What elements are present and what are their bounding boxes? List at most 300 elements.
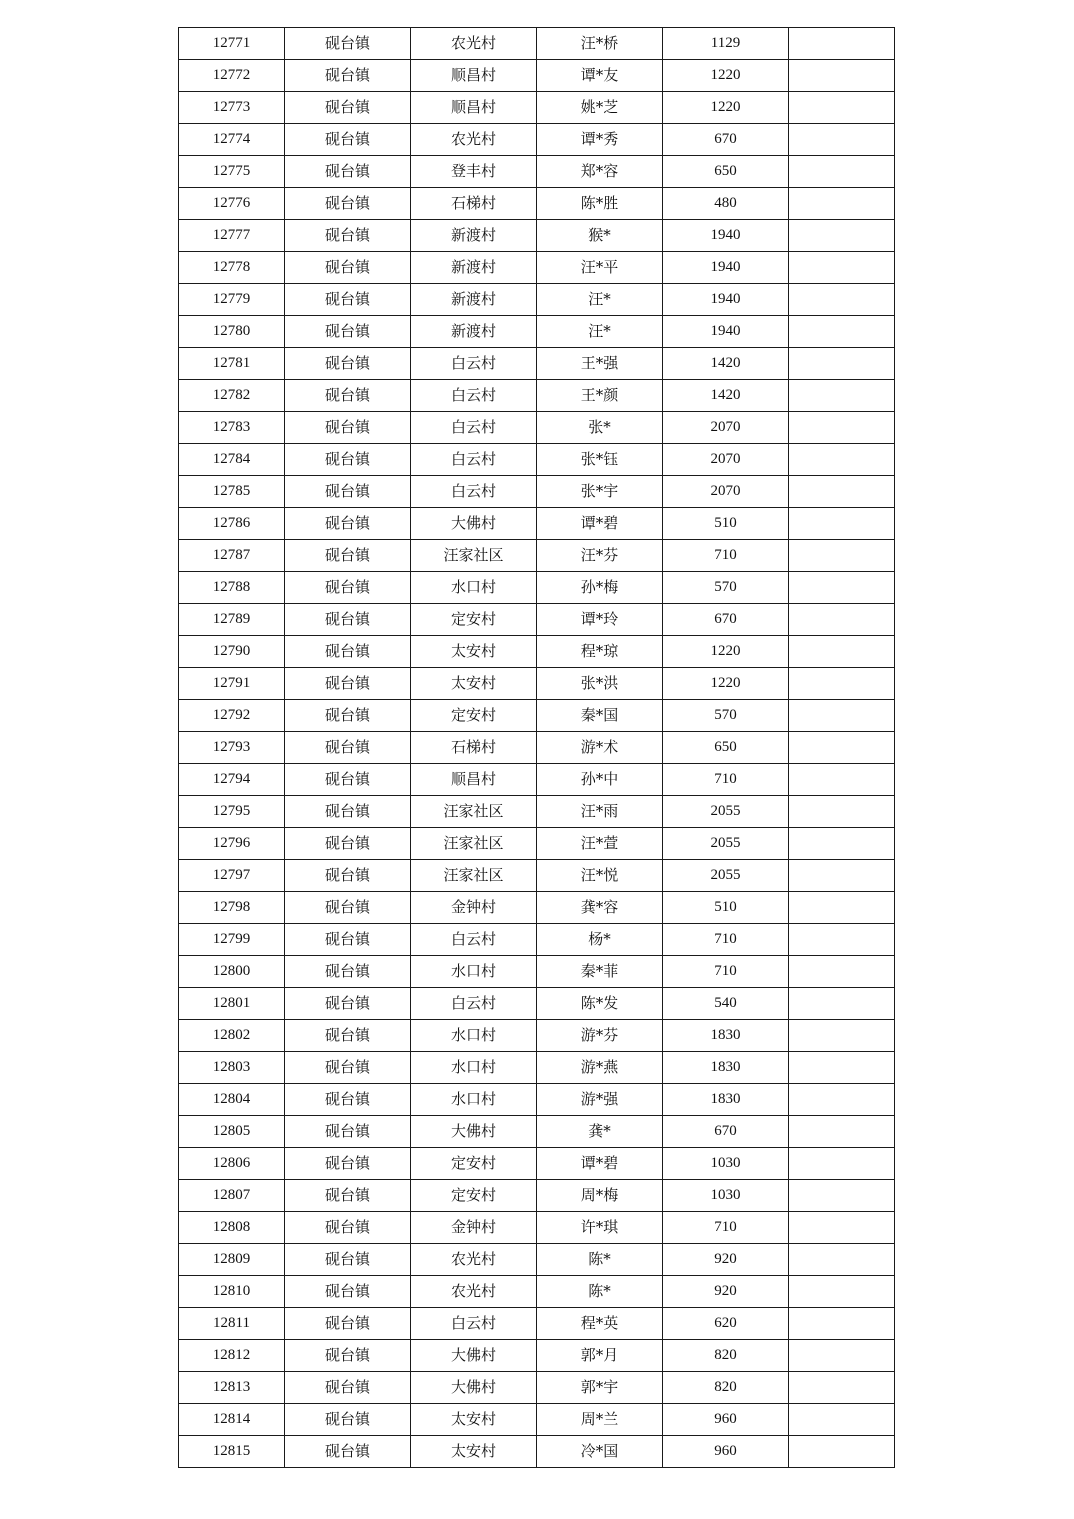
remark-cell [789, 956, 895, 988]
town-cell: 砚台镇 [285, 476, 411, 508]
amount-cell: 1940 [663, 220, 789, 252]
village-cell: 水口村 [411, 1084, 537, 1116]
town-cell: 砚台镇 [285, 60, 411, 92]
name-cell: 谭*友 [537, 60, 663, 92]
town-cell: 砚台镇 [285, 508, 411, 540]
remark-cell [789, 700, 895, 732]
name-cell: 郑*容 [537, 156, 663, 188]
village-cell: 白云村 [411, 924, 537, 956]
remark-cell [789, 380, 895, 412]
town-cell: 砚台镇 [285, 28, 411, 60]
remark-cell [789, 1084, 895, 1116]
amount-cell: 540 [663, 988, 789, 1020]
serial-number-cell: 12813 [179, 1372, 285, 1404]
amount-cell: 710 [663, 924, 789, 956]
village-cell: 定安村 [411, 700, 537, 732]
table-row [179, 1084, 895, 1116]
amount-cell: 1420 [663, 380, 789, 412]
name-cell: 冷*国 [537, 1436, 663, 1468]
name-cell: 姚*芝 [537, 92, 663, 124]
village-cell: 白云村 [411, 988, 537, 1020]
remark-cell [789, 156, 895, 188]
town-cell: 砚台镇 [285, 380, 411, 412]
name-cell: 程*英 [537, 1308, 663, 1340]
village-cell: 太安村 [411, 668, 537, 700]
table-row [179, 1372, 895, 1404]
table-row [179, 796, 895, 828]
amount-cell: 1129 [663, 28, 789, 60]
village-cell: 水口村 [411, 1020, 537, 1052]
remark-cell [789, 1116, 895, 1148]
village-cell: 石梯村 [411, 188, 537, 220]
village-cell: 定安村 [411, 1180, 537, 1212]
town-cell: 砚台镇 [285, 1372, 411, 1404]
village-cell: 白云村 [411, 1308, 537, 1340]
table-row [179, 476, 895, 508]
village-cell: 大佛村 [411, 1372, 537, 1404]
town-cell: 砚台镇 [285, 1020, 411, 1052]
table-row [179, 28, 895, 60]
table-row [179, 1052, 895, 1084]
serial-number-cell: 12800 [179, 956, 285, 988]
table-row [179, 860, 895, 892]
village-cell: 太安村 [411, 636, 537, 668]
village-cell: 新渡村 [411, 284, 537, 316]
serial-number-cell: 12781 [179, 348, 285, 380]
table-row [179, 764, 895, 796]
table-row [179, 1116, 895, 1148]
serial-number-cell: 12784 [179, 444, 285, 476]
village-cell: 顺昌村 [411, 92, 537, 124]
remark-cell [789, 348, 895, 380]
amount-cell: 2055 [663, 796, 789, 828]
amount-cell: 510 [663, 892, 789, 924]
table-row [179, 1020, 895, 1052]
village-cell: 金钟村 [411, 892, 537, 924]
remark-cell [789, 860, 895, 892]
name-cell: 秦*菲 [537, 956, 663, 988]
serial-number-cell: 12809 [179, 1244, 285, 1276]
village-cell: 新渡村 [411, 316, 537, 348]
remark-cell [789, 1340, 895, 1372]
village-cell: 新渡村 [411, 220, 537, 252]
remark-cell [789, 444, 895, 476]
remark-cell [789, 1020, 895, 1052]
remark-cell [789, 604, 895, 636]
village-cell: 白云村 [411, 380, 537, 412]
village-cell: 农光村 [411, 124, 537, 156]
serial-number-cell: 12810 [179, 1276, 285, 1308]
town-cell: 砚台镇 [285, 764, 411, 796]
amount-cell: 1830 [663, 1084, 789, 1116]
remark-cell [789, 540, 895, 572]
amount-cell: 710 [663, 764, 789, 796]
name-cell: 郭*月 [537, 1340, 663, 1372]
village-cell: 农光村 [411, 1244, 537, 1276]
town-cell: 砚台镇 [285, 796, 411, 828]
remark-cell [789, 316, 895, 348]
town-cell: 砚台镇 [285, 156, 411, 188]
amount-cell: 1420 [663, 348, 789, 380]
serial-number-cell: 12771 [179, 28, 285, 60]
serial-number-cell: 12793 [179, 732, 285, 764]
table-row [179, 380, 895, 412]
table-row [179, 508, 895, 540]
remark-cell [789, 796, 895, 828]
table-row [179, 1212, 895, 1244]
town-cell: 砚台镇 [285, 860, 411, 892]
serial-number-cell: 12798 [179, 892, 285, 924]
name-cell: 张* [537, 412, 663, 444]
serial-number-cell: 12801 [179, 988, 285, 1020]
town-cell: 砚台镇 [285, 444, 411, 476]
remark-cell [789, 1148, 895, 1180]
name-cell: 汪*平 [537, 252, 663, 284]
serial-number-cell: 12797 [179, 860, 285, 892]
town-cell: 砚台镇 [285, 1340, 411, 1372]
name-cell: 汪* [537, 284, 663, 316]
serial-number-cell: 12814 [179, 1404, 285, 1436]
amount-cell: 1220 [663, 668, 789, 700]
remark-cell [789, 924, 895, 956]
town-cell: 砚台镇 [285, 1180, 411, 1212]
table-row [179, 188, 895, 220]
village-cell: 白云村 [411, 412, 537, 444]
serial-number-cell: 12803 [179, 1052, 285, 1084]
table-row [179, 1436, 895, 1468]
serial-number-cell: 12773 [179, 92, 285, 124]
name-cell: 周*兰 [537, 1404, 663, 1436]
village-cell: 水口村 [411, 956, 537, 988]
remark-cell [789, 284, 895, 316]
town-cell: 砚台镇 [285, 412, 411, 444]
table-row [179, 636, 895, 668]
serial-number-cell: 12780 [179, 316, 285, 348]
remark-cell [789, 668, 895, 700]
table-row [179, 956, 895, 988]
name-cell: 周*梅 [537, 1180, 663, 1212]
serial-number-cell: 12786 [179, 508, 285, 540]
serial-number-cell: 12787 [179, 540, 285, 572]
name-cell: 龚*容 [537, 892, 663, 924]
remark-cell [789, 508, 895, 540]
name-cell: 陈*发 [537, 988, 663, 1020]
serial-number-cell: 12788 [179, 572, 285, 604]
name-cell: 杨* [537, 924, 663, 956]
remark-cell [789, 1436, 895, 1468]
name-cell: 汪*悦 [537, 860, 663, 892]
serial-number-cell: 12775 [179, 156, 285, 188]
amount-cell: 820 [663, 1340, 789, 1372]
remark-cell [789, 124, 895, 156]
table-row [179, 348, 895, 380]
name-cell: 谭*碧 [537, 508, 663, 540]
serial-number-cell: 12776 [179, 188, 285, 220]
serial-number-cell: 12799 [179, 924, 285, 956]
serial-number-cell: 12791 [179, 668, 285, 700]
table-row [179, 60, 895, 92]
serial-number-cell: 12782 [179, 380, 285, 412]
name-cell: 程*琼 [537, 636, 663, 668]
town-cell: 砚台镇 [285, 220, 411, 252]
name-cell: 谭*碧 [537, 1148, 663, 1180]
roster-table-body [179, 28, 895, 1468]
amount-cell: 670 [663, 124, 789, 156]
serial-number-cell: 12777 [179, 220, 285, 252]
name-cell: 汪*桥 [537, 28, 663, 60]
table-row [179, 1244, 895, 1276]
table-row [179, 604, 895, 636]
table-row [179, 924, 895, 956]
table-row [179, 1180, 895, 1212]
amount-cell: 2070 [663, 444, 789, 476]
town-cell: 砚台镇 [285, 892, 411, 924]
table-row [179, 1148, 895, 1180]
table-row [179, 572, 895, 604]
village-cell: 汪家社区 [411, 860, 537, 892]
village-cell: 大佛村 [411, 508, 537, 540]
table-row [179, 732, 895, 764]
name-cell: 谭*秀 [537, 124, 663, 156]
amount-cell: 1830 [663, 1052, 789, 1084]
amount-cell: 710 [663, 1212, 789, 1244]
serial-number-cell: 12794 [179, 764, 285, 796]
serial-number-cell: 12778 [179, 252, 285, 284]
name-cell: 汪*萱 [537, 828, 663, 860]
remark-cell [789, 572, 895, 604]
amount-cell: 2070 [663, 476, 789, 508]
town-cell: 砚台镇 [285, 1404, 411, 1436]
town-cell: 砚台镇 [285, 92, 411, 124]
town-cell: 砚台镇 [285, 348, 411, 380]
serial-number-cell: 12815 [179, 1436, 285, 1468]
name-cell: 陈* [537, 1244, 663, 1276]
town-cell: 砚台镇 [285, 252, 411, 284]
serial-number-cell: 12811 [179, 1308, 285, 1340]
table-row [179, 220, 895, 252]
amount-cell: 670 [663, 604, 789, 636]
name-cell: 许*琪 [537, 1212, 663, 1244]
amount-cell: 2070 [663, 412, 789, 444]
remark-cell [789, 252, 895, 284]
table-row [179, 892, 895, 924]
town-cell: 砚台镇 [285, 572, 411, 604]
remark-cell [789, 1372, 895, 1404]
name-cell: 陈*胜 [537, 188, 663, 220]
table-row [179, 700, 895, 732]
serial-number-cell: 12785 [179, 476, 285, 508]
table-row [179, 1308, 895, 1340]
village-cell: 白云村 [411, 444, 537, 476]
town-cell: 砚台镇 [285, 956, 411, 988]
remark-cell [789, 1308, 895, 1340]
serial-number-cell: 12774 [179, 124, 285, 156]
town-cell: 砚台镇 [285, 284, 411, 316]
village-cell: 金钟村 [411, 1212, 537, 1244]
amount-cell: 1030 [663, 1180, 789, 1212]
name-cell: 汪*雨 [537, 796, 663, 828]
table-row [179, 828, 895, 860]
name-cell: 孙*中 [537, 764, 663, 796]
name-cell: 游*强 [537, 1084, 663, 1116]
town-cell: 砚台镇 [285, 1116, 411, 1148]
table-row [179, 1340, 895, 1372]
serial-number-cell: 12792 [179, 700, 285, 732]
village-cell: 太安村 [411, 1404, 537, 1436]
remark-cell [789, 1276, 895, 1308]
amount-cell: 1030 [663, 1148, 789, 1180]
amount-cell: 920 [663, 1276, 789, 1308]
village-cell: 汪家社区 [411, 828, 537, 860]
town-cell: 砚台镇 [285, 316, 411, 348]
town-cell: 砚台镇 [285, 1084, 411, 1116]
town-cell: 砚台镇 [285, 988, 411, 1020]
amount-cell: 710 [663, 540, 789, 572]
serial-number-cell: 12795 [179, 796, 285, 828]
amount-cell: 650 [663, 732, 789, 764]
village-cell: 定安村 [411, 1148, 537, 1180]
serial-number-cell: 12807 [179, 1180, 285, 1212]
name-cell: 张*洪 [537, 668, 663, 700]
village-cell: 新渡村 [411, 252, 537, 284]
amount-cell: 1220 [663, 60, 789, 92]
amount-cell: 620 [663, 1308, 789, 1340]
remark-cell [789, 188, 895, 220]
amount-cell: 2055 [663, 828, 789, 860]
amount-cell: 1830 [663, 1020, 789, 1052]
name-cell: 张*钰 [537, 444, 663, 476]
village-cell: 顺昌村 [411, 60, 537, 92]
remark-cell [789, 892, 895, 924]
serial-number-cell: 12779 [179, 284, 285, 316]
name-cell: 王*强 [537, 348, 663, 380]
name-cell: 汪*芬 [537, 540, 663, 572]
table-row [179, 284, 895, 316]
table-row [179, 988, 895, 1020]
remark-cell [789, 1052, 895, 1084]
name-cell: 秦*国 [537, 700, 663, 732]
serial-number-cell: 12812 [179, 1340, 285, 1372]
town-cell: 砚台镇 [285, 1436, 411, 1468]
remark-cell [789, 1404, 895, 1436]
serial-number-cell: 12802 [179, 1020, 285, 1052]
village-cell: 农光村 [411, 28, 537, 60]
serial-number-cell: 12789 [179, 604, 285, 636]
town-cell: 砚台镇 [285, 1052, 411, 1084]
amount-cell: 480 [663, 188, 789, 220]
town-cell: 砚台镇 [285, 828, 411, 860]
amount-cell: 920 [663, 1244, 789, 1276]
name-cell: 郭*宇 [537, 1372, 663, 1404]
remark-cell [789, 28, 895, 60]
amount-cell: 710 [663, 956, 789, 988]
town-cell: 砚台镇 [285, 700, 411, 732]
town-cell: 砚台镇 [285, 668, 411, 700]
town-cell: 砚台镇 [285, 1244, 411, 1276]
remark-cell [789, 92, 895, 124]
name-cell: 游*燕 [537, 1052, 663, 1084]
village-cell: 汪家社区 [411, 796, 537, 828]
remark-cell [789, 828, 895, 860]
village-cell: 大佛村 [411, 1340, 537, 1372]
village-cell: 定安村 [411, 604, 537, 636]
serial-number-cell: 12790 [179, 636, 285, 668]
name-cell: 谭*玲 [537, 604, 663, 636]
name-cell: 陈* [537, 1276, 663, 1308]
remark-cell [789, 988, 895, 1020]
amount-cell: 960 [663, 1436, 789, 1468]
village-cell: 太安村 [411, 1436, 537, 1468]
remark-cell [789, 220, 895, 252]
roster-table [178, 27, 895, 1468]
village-cell: 水口村 [411, 572, 537, 604]
amount-cell: 1940 [663, 284, 789, 316]
town-cell: 砚台镇 [285, 124, 411, 156]
table-row [179, 540, 895, 572]
village-cell: 顺昌村 [411, 764, 537, 796]
remark-cell [789, 764, 895, 796]
village-cell: 农光村 [411, 1276, 537, 1308]
amount-cell: 570 [663, 700, 789, 732]
remark-cell [789, 1212, 895, 1244]
town-cell: 砚台镇 [285, 1212, 411, 1244]
town-cell: 砚台镇 [285, 188, 411, 220]
serial-number-cell: 12808 [179, 1212, 285, 1244]
table-row [179, 92, 895, 124]
remark-cell [789, 476, 895, 508]
village-cell: 大佛村 [411, 1116, 537, 1148]
amount-cell: 1940 [663, 252, 789, 284]
remark-cell [789, 412, 895, 444]
serial-number-cell: 12804 [179, 1084, 285, 1116]
serial-number-cell: 12772 [179, 60, 285, 92]
name-cell: 孙*梅 [537, 572, 663, 604]
remark-cell [789, 1244, 895, 1276]
amount-cell: 670 [663, 1116, 789, 1148]
amount-cell: 650 [663, 156, 789, 188]
name-cell: 猴* [537, 220, 663, 252]
table-row [179, 668, 895, 700]
village-cell: 登丰村 [411, 156, 537, 188]
name-cell: 龚* [537, 1116, 663, 1148]
town-cell: 砚台镇 [285, 732, 411, 764]
name-cell: 汪* [537, 316, 663, 348]
town-cell: 砚台镇 [285, 1308, 411, 1340]
table-row [179, 156, 895, 188]
town-cell: 砚台镇 [285, 540, 411, 572]
table-row [179, 316, 895, 348]
village-cell: 水口村 [411, 1052, 537, 1084]
village-cell: 白云村 [411, 348, 537, 380]
table-row [179, 412, 895, 444]
serial-number-cell: 12796 [179, 828, 285, 860]
amount-cell: 510 [663, 508, 789, 540]
name-cell: 游*术 [537, 732, 663, 764]
amount-cell: 820 [663, 1372, 789, 1404]
town-cell: 砚台镇 [285, 636, 411, 668]
village-cell: 石梯村 [411, 732, 537, 764]
table-row [179, 252, 895, 284]
town-cell: 砚台镇 [285, 1276, 411, 1308]
amount-cell: 960 [663, 1404, 789, 1436]
town-cell: 砚台镇 [285, 604, 411, 636]
town-cell: 砚台镇 [285, 1148, 411, 1180]
table-row [179, 1276, 895, 1308]
amount-cell: 1220 [663, 92, 789, 124]
amount-cell: 1940 [663, 316, 789, 348]
amount-cell: 570 [663, 572, 789, 604]
table-row [179, 124, 895, 156]
